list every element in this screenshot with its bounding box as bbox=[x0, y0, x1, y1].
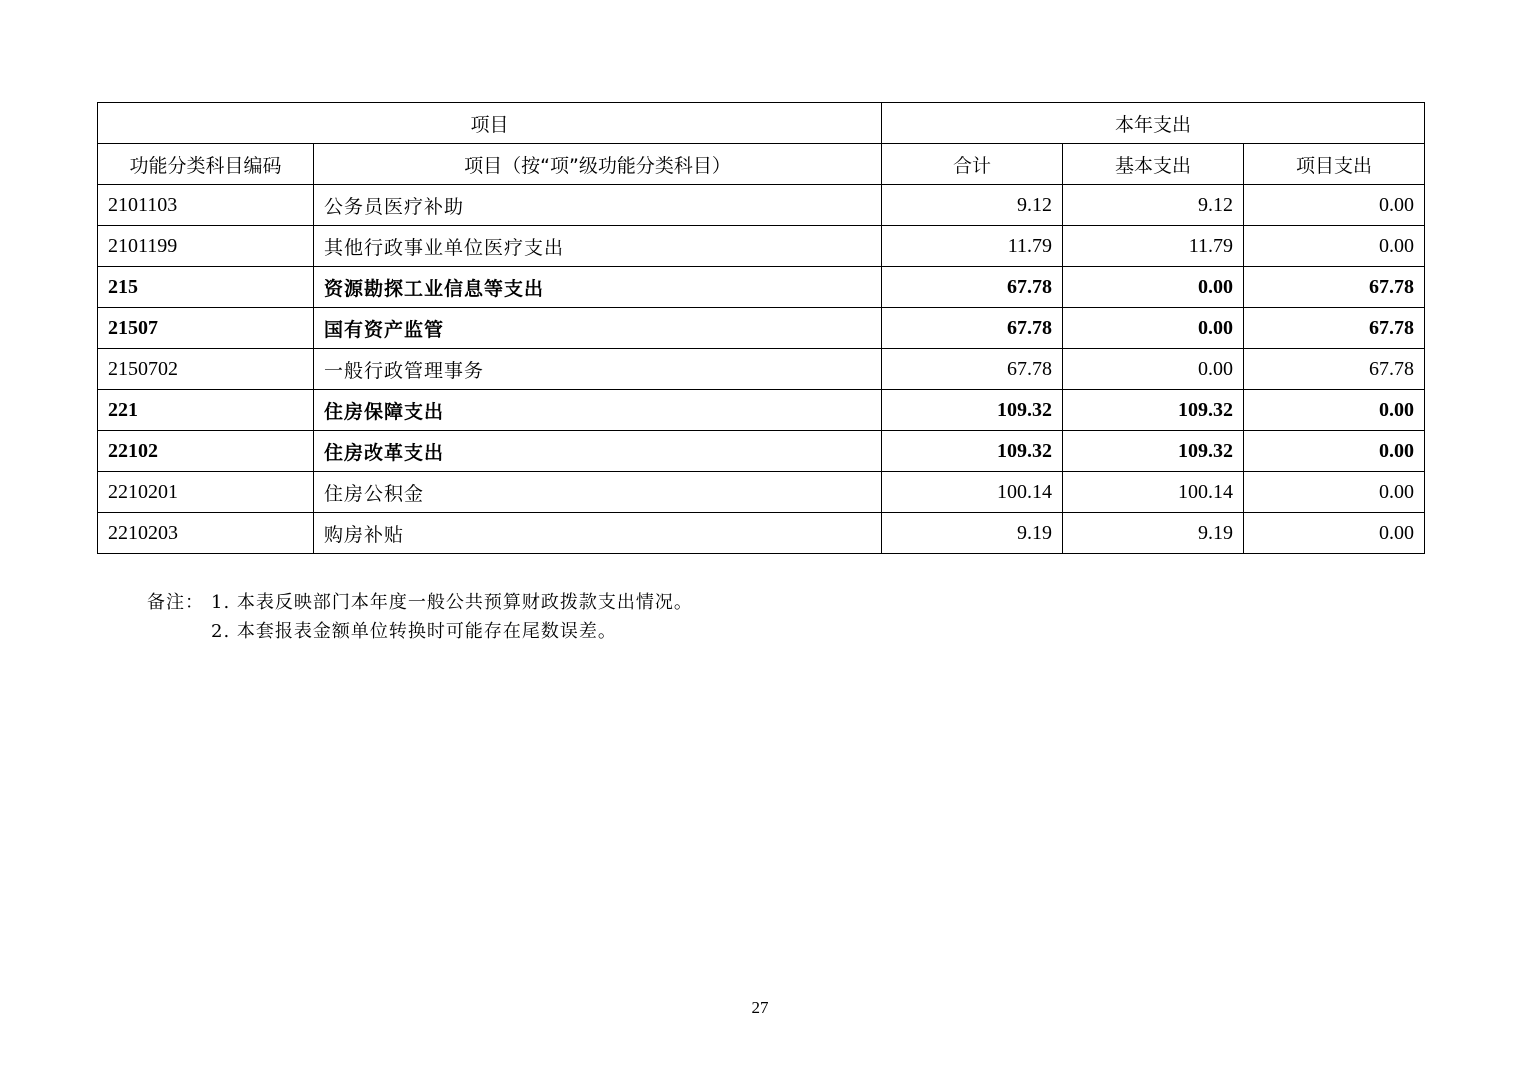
note-item: 1. 本表反映部门本年度一般公共预算财政拨款支出情况。 bbox=[211, 592, 693, 613]
notes-label-spacer bbox=[147, 617, 211, 646]
note-row bbox=[147, 617, 693, 646]
cell-name: 国有资产监管 bbox=[314, 308, 882, 349]
header-total: 合计 bbox=[882, 144, 1063, 185]
header-project-name: 项目（按“项”级功能分类科目） bbox=[314, 144, 882, 185]
cell-total: 67.78 bbox=[882, 349, 1063, 390]
cell-name: 住房改革支出 bbox=[314, 431, 882, 472]
cell-basic: 109.32 bbox=[1063, 431, 1244, 472]
page-number: 27 bbox=[751, 998, 769, 1017]
cell-code: 2210203 bbox=[98, 513, 314, 554]
cell-basic: 9.12 bbox=[1063, 185, 1244, 226]
cell-project: 67.78 bbox=[1244, 267, 1425, 308]
cell-basic: 109.32 bbox=[1063, 390, 1244, 431]
cell-basic: 0.00 bbox=[1063, 349, 1244, 390]
cell-name: 住房保障支出 bbox=[314, 390, 882, 431]
header-project: 项目 bbox=[98, 103, 882, 144]
cell-basic: 100.14 bbox=[1063, 472, 1244, 513]
cell-project: 0.00 bbox=[1244, 390, 1425, 431]
budget-expenditure-table bbox=[97, 102, 1425, 554]
table-row bbox=[98, 431, 1425, 472]
cell-basic: 9.19 bbox=[1063, 513, 1244, 554]
cell-name: 一般行政管理事务 bbox=[314, 349, 882, 390]
table-row bbox=[98, 226, 1425, 267]
cell-basic: 0.00 bbox=[1063, 267, 1244, 308]
note-item: 2. 本套报表金额单位转换时可能存在尾数误差。 bbox=[211, 621, 617, 642]
cell-total: 9.19 bbox=[882, 513, 1063, 554]
table-row bbox=[98, 390, 1425, 431]
table-row bbox=[98, 185, 1425, 226]
cell-name: 资源勘探工业信息等支出 bbox=[314, 267, 882, 308]
cell-code: 22102 bbox=[98, 431, 314, 472]
cell-code: 215 bbox=[98, 267, 314, 308]
cell-code: 2150702 bbox=[98, 349, 314, 390]
cell-code: 21507 bbox=[98, 308, 314, 349]
cell-total: 109.32 bbox=[882, 390, 1063, 431]
table-body bbox=[98, 185, 1425, 554]
cell-project: 0.00 bbox=[1244, 472, 1425, 513]
cell-name: 公务员医疗补助 bbox=[314, 185, 882, 226]
header-project-expenditure: 项目支出 bbox=[1244, 144, 1425, 185]
cell-project: 67.78 bbox=[1244, 349, 1425, 390]
cell-project: 0.00 bbox=[1244, 185, 1425, 226]
table-row bbox=[98, 308, 1425, 349]
cell-basic: 0.00 bbox=[1063, 308, 1244, 349]
header-code: 功能分类科目编码 bbox=[98, 144, 314, 185]
cell-total: 67.78 bbox=[882, 267, 1063, 308]
table-header-row-sub bbox=[98, 144, 1425, 185]
table-row bbox=[98, 472, 1425, 513]
cell-code: 2101103 bbox=[98, 185, 314, 226]
cell-name: 住房公积金 bbox=[314, 472, 882, 513]
cell-total: 109.32 bbox=[882, 431, 1063, 472]
cell-total: 67.78 bbox=[882, 308, 1063, 349]
cell-project: 0.00 bbox=[1244, 226, 1425, 267]
cell-name: 其他行政事业单位医疗支出 bbox=[314, 226, 882, 267]
header-current-year-expenditure: 本年支出 bbox=[882, 103, 1425, 144]
cell-code: 2210201 bbox=[98, 472, 314, 513]
cell-total: 11.79 bbox=[882, 226, 1063, 267]
cell-code: 221 bbox=[98, 390, 314, 431]
note-row bbox=[147, 588, 693, 617]
notes-block bbox=[147, 588, 693, 646]
cell-total: 100.14 bbox=[882, 472, 1063, 513]
cell-project: 67.78 bbox=[1244, 308, 1425, 349]
table-row bbox=[98, 349, 1425, 390]
header-basic: 基本支出 bbox=[1063, 144, 1244, 185]
cell-name: 购房补贴 bbox=[314, 513, 882, 554]
cell-code: 2101199 bbox=[98, 226, 314, 267]
notes-label: 备注： bbox=[147, 592, 204, 613]
cell-project: 0.00 bbox=[1244, 431, 1425, 472]
table-header-row-top bbox=[98, 103, 1425, 144]
cell-basic: 11.79 bbox=[1063, 226, 1244, 267]
cell-project: 0.00 bbox=[1244, 513, 1425, 554]
cell-total: 9.12 bbox=[882, 185, 1063, 226]
table-row bbox=[98, 267, 1425, 308]
table-row bbox=[98, 513, 1425, 554]
